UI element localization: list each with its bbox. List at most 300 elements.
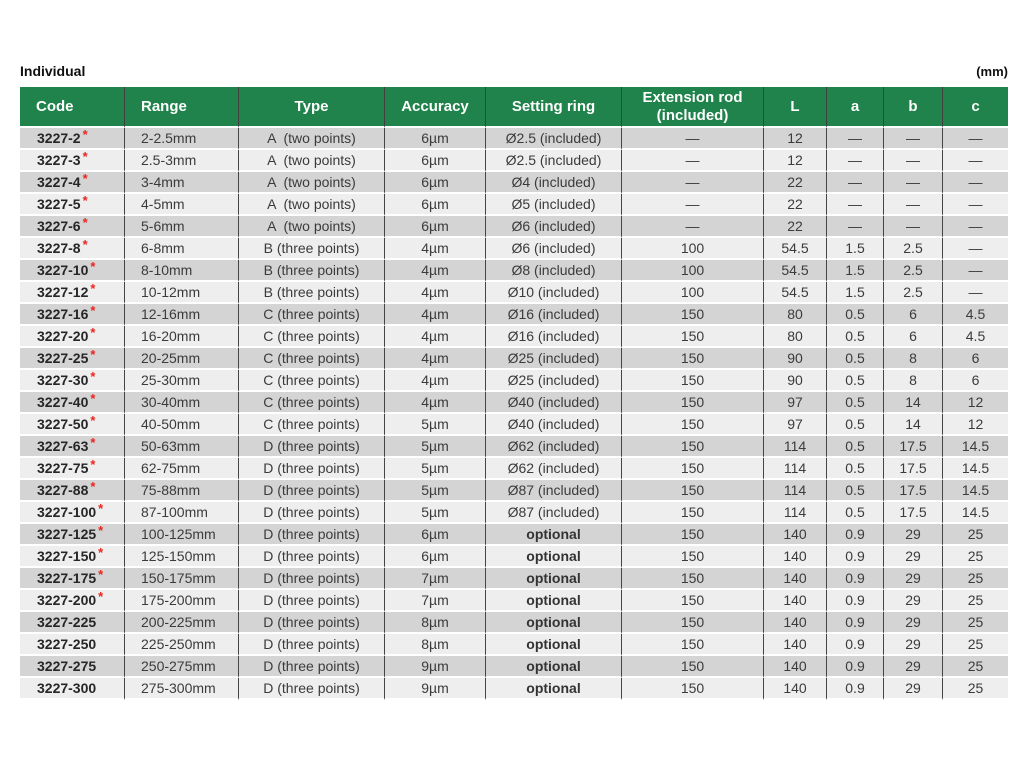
product-code: 3227-275: [37, 658, 97, 674]
cell-extension-rod: 150: [622, 370, 764, 392]
cell-type: D (three points): [239, 502, 385, 524]
cell-type: B (three points): [239, 282, 385, 304]
cell-a: —: [827, 128, 884, 150]
cell-b: 2.5: [884, 260, 943, 282]
cell-c: 14.5: [943, 436, 1008, 458]
cell-accuracy: 5µm: [385, 436, 486, 458]
cell-extension-rod: 100: [622, 260, 764, 282]
cell-type: A (two points): [239, 172, 385, 194]
cell-range: 2.5-3mm: [125, 150, 239, 172]
cell-b: 29: [884, 590, 943, 612]
cell-a: 0.5: [827, 502, 884, 524]
cell-setting-ring: optional: [486, 546, 622, 568]
cell-code: [20, 568, 125, 590]
cell-accuracy: 5µm: [385, 480, 486, 502]
asterisk-marker: *: [98, 568, 104, 582]
asterisk-marker: *: [98, 546, 104, 560]
cell-l: 54.5: [764, 282, 827, 304]
cell-extension-rod: 150: [622, 414, 764, 436]
cell-code: [20, 304, 125, 326]
table-row: [20, 194, 1008, 216]
header-a: a: [827, 87, 884, 128]
product-code: 3227-100: [37, 504, 97, 520]
table-row: [20, 304, 1008, 326]
product-code: 3227-4: [37, 174, 81, 190]
asterisk-marker: *: [98, 590, 104, 604]
asterisk-marker: *: [82, 194, 88, 208]
cell-accuracy: 9µm: [385, 656, 486, 678]
cell-range: 12-16mm: [125, 304, 239, 326]
table-row: [20, 590, 1008, 612]
cell-setting-ring: Ø87 (included): [486, 480, 622, 502]
product-code: 3227-6: [37, 218, 81, 234]
cell-b: 2.5: [884, 238, 943, 260]
cell-setting-ring: Ø25 (included): [486, 370, 622, 392]
product-code: 3227-25: [37, 350, 89, 366]
cell-code: [20, 282, 125, 304]
cell-range: 275-300mm: [125, 678, 239, 700]
cell-extension-rod: —: [622, 216, 764, 238]
cell-setting-ring: Ø16 (included): [486, 326, 622, 348]
cell-code: [20, 414, 125, 436]
cell-setting-ring: optional: [486, 678, 622, 700]
cell-l: 22: [764, 172, 827, 194]
cell-code: [20, 128, 125, 150]
cell-b: 29: [884, 524, 943, 546]
cell-setting-ring: optional: [486, 590, 622, 612]
cell-b: —: [884, 150, 943, 172]
cell-l: 22: [764, 194, 827, 216]
cell-a: 0.9: [827, 678, 884, 700]
cell-type: D (three points): [239, 590, 385, 612]
table-row: [20, 436, 1008, 458]
cell-b: 17.5: [884, 502, 943, 524]
cell-code: [20, 678, 125, 700]
cell-c: 4.5: [943, 326, 1008, 348]
cell-code: [20, 370, 125, 392]
cell-code: [20, 590, 125, 612]
header-type: Type: [239, 87, 385, 128]
asterisk-marker: *: [90, 392, 96, 406]
cell-c: —: [943, 172, 1008, 194]
cell-accuracy: 5µm: [385, 414, 486, 436]
cell-range: 2-2.5mm: [125, 128, 239, 150]
cell-l: 140: [764, 634, 827, 656]
cell-accuracy: 4µm: [385, 326, 486, 348]
cell-l: 114: [764, 458, 827, 480]
cell-code: [20, 436, 125, 458]
cell-type: A (two points): [239, 128, 385, 150]
cell-setting-ring: Ø40 (included): [486, 392, 622, 414]
cell-setting-ring: optional: [486, 634, 622, 656]
cell-setting-ring: Ø5 (included): [486, 194, 622, 216]
cell-extension-rod: 150: [622, 524, 764, 546]
cell-l: 97: [764, 414, 827, 436]
cell-a: 0.5: [827, 348, 884, 370]
cell-extension-rod: 150: [622, 546, 764, 568]
cell-type: C (three points): [239, 326, 385, 348]
cell-code: [20, 348, 125, 370]
cell-a: —: [827, 194, 884, 216]
cell-range: 3-4mm: [125, 172, 239, 194]
asterisk-marker: *: [90, 326, 96, 340]
cell-code: [20, 612, 125, 634]
product-code: 3227-125: [37, 526, 97, 542]
table-row: [20, 524, 1008, 546]
cell-l: 140: [764, 656, 827, 678]
cell-extension-rod: 150: [622, 656, 764, 678]
cell-extension-rod: 150: [622, 678, 764, 700]
header-extension-rod: Extension rod (included): [622, 87, 764, 128]
cell-l: 90: [764, 370, 827, 392]
cell-b: 17.5: [884, 436, 943, 458]
cell-b: —: [884, 172, 943, 194]
cell-c: —: [943, 128, 1008, 150]
cell-code: [20, 172, 125, 194]
cell-a: —: [827, 216, 884, 238]
cell-c: 25: [943, 634, 1008, 656]
header-b: b: [884, 87, 943, 128]
cell-accuracy: 6µm: [385, 150, 486, 172]
cell-c: 25: [943, 678, 1008, 700]
cell-l: 12: [764, 128, 827, 150]
asterisk-marker: *: [90, 260, 96, 274]
cell-b: 6: [884, 326, 943, 348]
table-row: [20, 128, 1008, 150]
cell-extension-rod: 100: [622, 238, 764, 260]
cell-type: A (two points): [239, 216, 385, 238]
cell-c: 4.5: [943, 304, 1008, 326]
table-row: [20, 414, 1008, 436]
cell-l: 140: [764, 568, 827, 590]
asterisk-marker: *: [90, 348, 96, 362]
cell-a: 0.9: [827, 568, 884, 590]
cell-code: [20, 238, 125, 260]
cell-type: B (three points): [239, 260, 385, 282]
cell-a: 0.5: [827, 304, 884, 326]
cell-c: 25: [943, 656, 1008, 678]
cell-b: 17.5: [884, 480, 943, 502]
cell-l: 80: [764, 326, 827, 348]
cell-type: D (three points): [239, 524, 385, 546]
cell-a: 1.5: [827, 238, 884, 260]
cell-setting-ring: Ø62 (included): [486, 436, 622, 458]
cell-range: 125-150mm: [125, 546, 239, 568]
cell-b: —: [884, 216, 943, 238]
table-row: [20, 568, 1008, 590]
asterisk-marker: *: [82, 172, 88, 186]
cell-a: 0.9: [827, 656, 884, 678]
cell-c: 6: [943, 370, 1008, 392]
cell-c: —: [943, 260, 1008, 282]
table-row: [20, 326, 1008, 348]
cell-b: 29: [884, 634, 943, 656]
cell-code: [20, 656, 125, 678]
cell-accuracy: 7µm: [385, 568, 486, 590]
cell-c: 25: [943, 590, 1008, 612]
cell-setting-ring: Ø10 (included): [486, 282, 622, 304]
cell-l: 140: [764, 590, 827, 612]
cell-extension-rod: 150: [622, 502, 764, 524]
cell-c: 25: [943, 524, 1008, 546]
header-l: L: [764, 87, 827, 128]
table-row: [20, 392, 1008, 414]
cell-b: 14: [884, 392, 943, 414]
section-label: Individual: [20, 63, 86, 79]
cell-type: D (three points): [239, 458, 385, 480]
cell-l: 114: [764, 502, 827, 524]
cell-l: 114: [764, 480, 827, 502]
cell-range: 50-63mm: [125, 436, 239, 458]
cell-c: —: [943, 238, 1008, 260]
cell-code: [20, 260, 125, 282]
cell-accuracy: 5µm: [385, 502, 486, 524]
cell-range: 200-225mm: [125, 612, 239, 634]
asterisk-marker: *: [90, 370, 96, 384]
cell-type: D (three points): [239, 436, 385, 458]
product-code: 3227-50: [37, 416, 89, 432]
header-c: c: [943, 87, 1008, 128]
cell-accuracy: 4µm: [385, 392, 486, 414]
cell-extension-rod: 150: [622, 568, 764, 590]
cell-setting-ring: optional: [486, 612, 622, 634]
cell-a: 0.5: [827, 480, 884, 502]
cell-range: 5-6mm: [125, 216, 239, 238]
cell-a: 0.5: [827, 370, 884, 392]
cell-extension-rod: 150: [622, 612, 764, 634]
cell-b: 8: [884, 370, 943, 392]
cell-extension-rod: —: [622, 194, 764, 216]
cell-a: 0.9: [827, 546, 884, 568]
table-caption-row: [20, 0, 1008, 79]
asterisk-marker: *: [82, 150, 88, 164]
cell-l: 54.5: [764, 260, 827, 282]
cell-c: 25: [943, 568, 1008, 590]
cell-code: [20, 634, 125, 656]
cell-setting-ring: Ø62 (included): [486, 458, 622, 480]
cell-extension-rod: 150: [622, 458, 764, 480]
cell-setting-ring: optional: [486, 568, 622, 590]
cell-code: [20, 546, 125, 568]
asterisk-marker: *: [98, 502, 104, 516]
cell-accuracy: 9µm: [385, 678, 486, 700]
cell-type: C (three points): [239, 304, 385, 326]
product-code: 3227-3: [37, 152, 81, 168]
cell-extension-rod: 150: [622, 634, 764, 656]
asterisk-marker: *: [82, 238, 88, 252]
table-row: [20, 480, 1008, 502]
cell-b: 8: [884, 348, 943, 370]
cell-l: 140: [764, 612, 827, 634]
cell-b: 29: [884, 678, 943, 700]
asterisk-marker: *: [90, 282, 96, 296]
cell-code: [20, 392, 125, 414]
product-code: 3227-63: [37, 438, 89, 454]
cell-type: C (three points): [239, 392, 385, 414]
table-row: [20, 634, 1008, 656]
cell-range: 6-8mm: [125, 238, 239, 260]
table-row: [20, 282, 1008, 304]
cell-a: 1.5: [827, 282, 884, 304]
spec-table: [20, 87, 1008, 700]
cell-type: D (three points): [239, 480, 385, 502]
cell-extension-rod: 150: [622, 436, 764, 458]
table-row: [20, 238, 1008, 260]
cell-range: 87-100mm: [125, 502, 239, 524]
cell-type: D (three points): [239, 546, 385, 568]
cell-extension-rod: —: [622, 150, 764, 172]
product-code: 3227-5: [37, 196, 81, 212]
cell-setting-ring: Ø2.5 (included): [486, 128, 622, 150]
cell-c: 6: [943, 348, 1008, 370]
cell-setting-ring: optional: [486, 656, 622, 678]
cell-range: 75-88mm: [125, 480, 239, 502]
cell-setting-ring: optional: [486, 524, 622, 546]
cell-l: 140: [764, 678, 827, 700]
cell-setting-ring: Ø6 (included): [486, 216, 622, 238]
product-code: 3227-225: [37, 614, 97, 630]
cell-range: 25-30mm: [125, 370, 239, 392]
cell-c: —: [943, 150, 1008, 172]
cell-l: 140: [764, 524, 827, 546]
cell-accuracy: 4µm: [385, 238, 486, 260]
cell-a: 1.5: [827, 260, 884, 282]
cell-accuracy: 7µm: [385, 590, 486, 612]
cell-range: 150-175mm: [125, 568, 239, 590]
cell-b: 29: [884, 656, 943, 678]
cell-code: [20, 194, 125, 216]
cell-type: D (three points): [239, 634, 385, 656]
product-code: 3227-75: [37, 460, 89, 476]
cell-range: 30-40mm: [125, 392, 239, 414]
asterisk-marker: *: [90, 458, 96, 472]
cell-extension-rod: 150: [622, 326, 764, 348]
cell-b: —: [884, 194, 943, 216]
header-setting-ring: Setting ring: [486, 87, 622, 128]
product-code: 3227-250: [37, 636, 97, 652]
cell-b: 2.5: [884, 282, 943, 304]
header-code: Code: [20, 87, 125, 128]
table-row: [20, 678, 1008, 700]
cell-type: C (three points): [239, 414, 385, 436]
cell-accuracy: 4µm: [385, 348, 486, 370]
cell-type: A (two points): [239, 194, 385, 216]
cell-c: 25: [943, 612, 1008, 634]
cell-accuracy: 5µm: [385, 458, 486, 480]
product-code: 3227-30: [37, 372, 89, 388]
cell-c: 14.5: [943, 502, 1008, 524]
cell-code: [20, 480, 125, 502]
cell-type: D (three points): [239, 612, 385, 634]
cell-extension-rod: 150: [622, 304, 764, 326]
cell-a: —: [827, 172, 884, 194]
cell-setting-ring: Ø40 (included): [486, 414, 622, 436]
cell-l: 22: [764, 216, 827, 238]
asterisk-marker: *: [82, 216, 88, 230]
cell-b: 29: [884, 568, 943, 590]
asterisk-marker: *: [90, 414, 96, 428]
table-row: [20, 458, 1008, 480]
cell-accuracy: 6µm: [385, 194, 486, 216]
cell-c: 12: [943, 392, 1008, 414]
cell-extension-rod: 150: [622, 392, 764, 414]
cell-accuracy: 4µm: [385, 304, 486, 326]
table-row: [20, 656, 1008, 678]
table-body: [20, 128, 1008, 700]
table-row: [20, 348, 1008, 370]
cell-setting-ring: Ø25 (included): [486, 348, 622, 370]
cell-range: 16-20mm: [125, 326, 239, 348]
cell-range: 40-50mm: [125, 414, 239, 436]
cell-setting-ring: Ø8 (included): [486, 260, 622, 282]
cell-a: 0.5: [827, 436, 884, 458]
cell-type: D (three points): [239, 678, 385, 700]
product-code: 3227-8: [37, 240, 81, 256]
table-row: [20, 502, 1008, 524]
cell-range: 10-12mm: [125, 282, 239, 304]
cell-l: 54.5: [764, 238, 827, 260]
cell-l: 80: [764, 304, 827, 326]
cell-a: 0.5: [827, 326, 884, 348]
cell-l: 140: [764, 546, 827, 568]
product-code: 3227-88: [37, 482, 89, 498]
table-row: [20, 546, 1008, 568]
cell-l: 97: [764, 392, 827, 414]
cell-range: 250-275mm: [125, 656, 239, 678]
product-code: 3227-12: [37, 284, 89, 300]
cell-accuracy: 4µm: [385, 370, 486, 392]
cell-b: —: [884, 128, 943, 150]
cell-type: D (three points): [239, 568, 385, 590]
table-row: [20, 612, 1008, 634]
cell-b: 29: [884, 612, 943, 634]
product-code: 3227-40: [37, 394, 89, 410]
cell-range: 100-125mm: [125, 524, 239, 546]
table-row: [20, 370, 1008, 392]
cell-l: 12: [764, 150, 827, 172]
cell-a: 0.9: [827, 612, 884, 634]
cell-b: 14: [884, 414, 943, 436]
cell-a: 0.5: [827, 458, 884, 480]
cell-l: 114: [764, 436, 827, 458]
cell-a: 0.9: [827, 590, 884, 612]
cell-type: C (three points): [239, 348, 385, 370]
cell-c: 14.5: [943, 458, 1008, 480]
header-accuracy: Accuracy: [385, 87, 486, 128]
cell-accuracy: 6µm: [385, 172, 486, 194]
cell-setting-ring: Ø2.5 (included): [486, 150, 622, 172]
table-row: [20, 260, 1008, 282]
cell-code: [20, 150, 125, 172]
cell-type: D (three points): [239, 656, 385, 678]
cell-range: 62-75mm: [125, 458, 239, 480]
cell-extension-rod: 100: [622, 282, 764, 304]
cell-code: [20, 502, 125, 524]
cell-extension-rod: —: [622, 172, 764, 194]
table-header: [20, 87, 1008, 128]
cell-type: B (three points): [239, 238, 385, 260]
cell-extension-rod: 150: [622, 348, 764, 370]
cell-range: 225-250mm: [125, 634, 239, 656]
cell-code: [20, 524, 125, 546]
cell-setting-ring: Ø4 (included): [486, 172, 622, 194]
cell-a: 0.5: [827, 392, 884, 414]
cell-accuracy: 8µm: [385, 612, 486, 634]
cell-b: 6: [884, 304, 943, 326]
cell-c: 14.5: [943, 480, 1008, 502]
cell-c: 25: [943, 546, 1008, 568]
cell-accuracy: 6µm: [385, 128, 486, 150]
